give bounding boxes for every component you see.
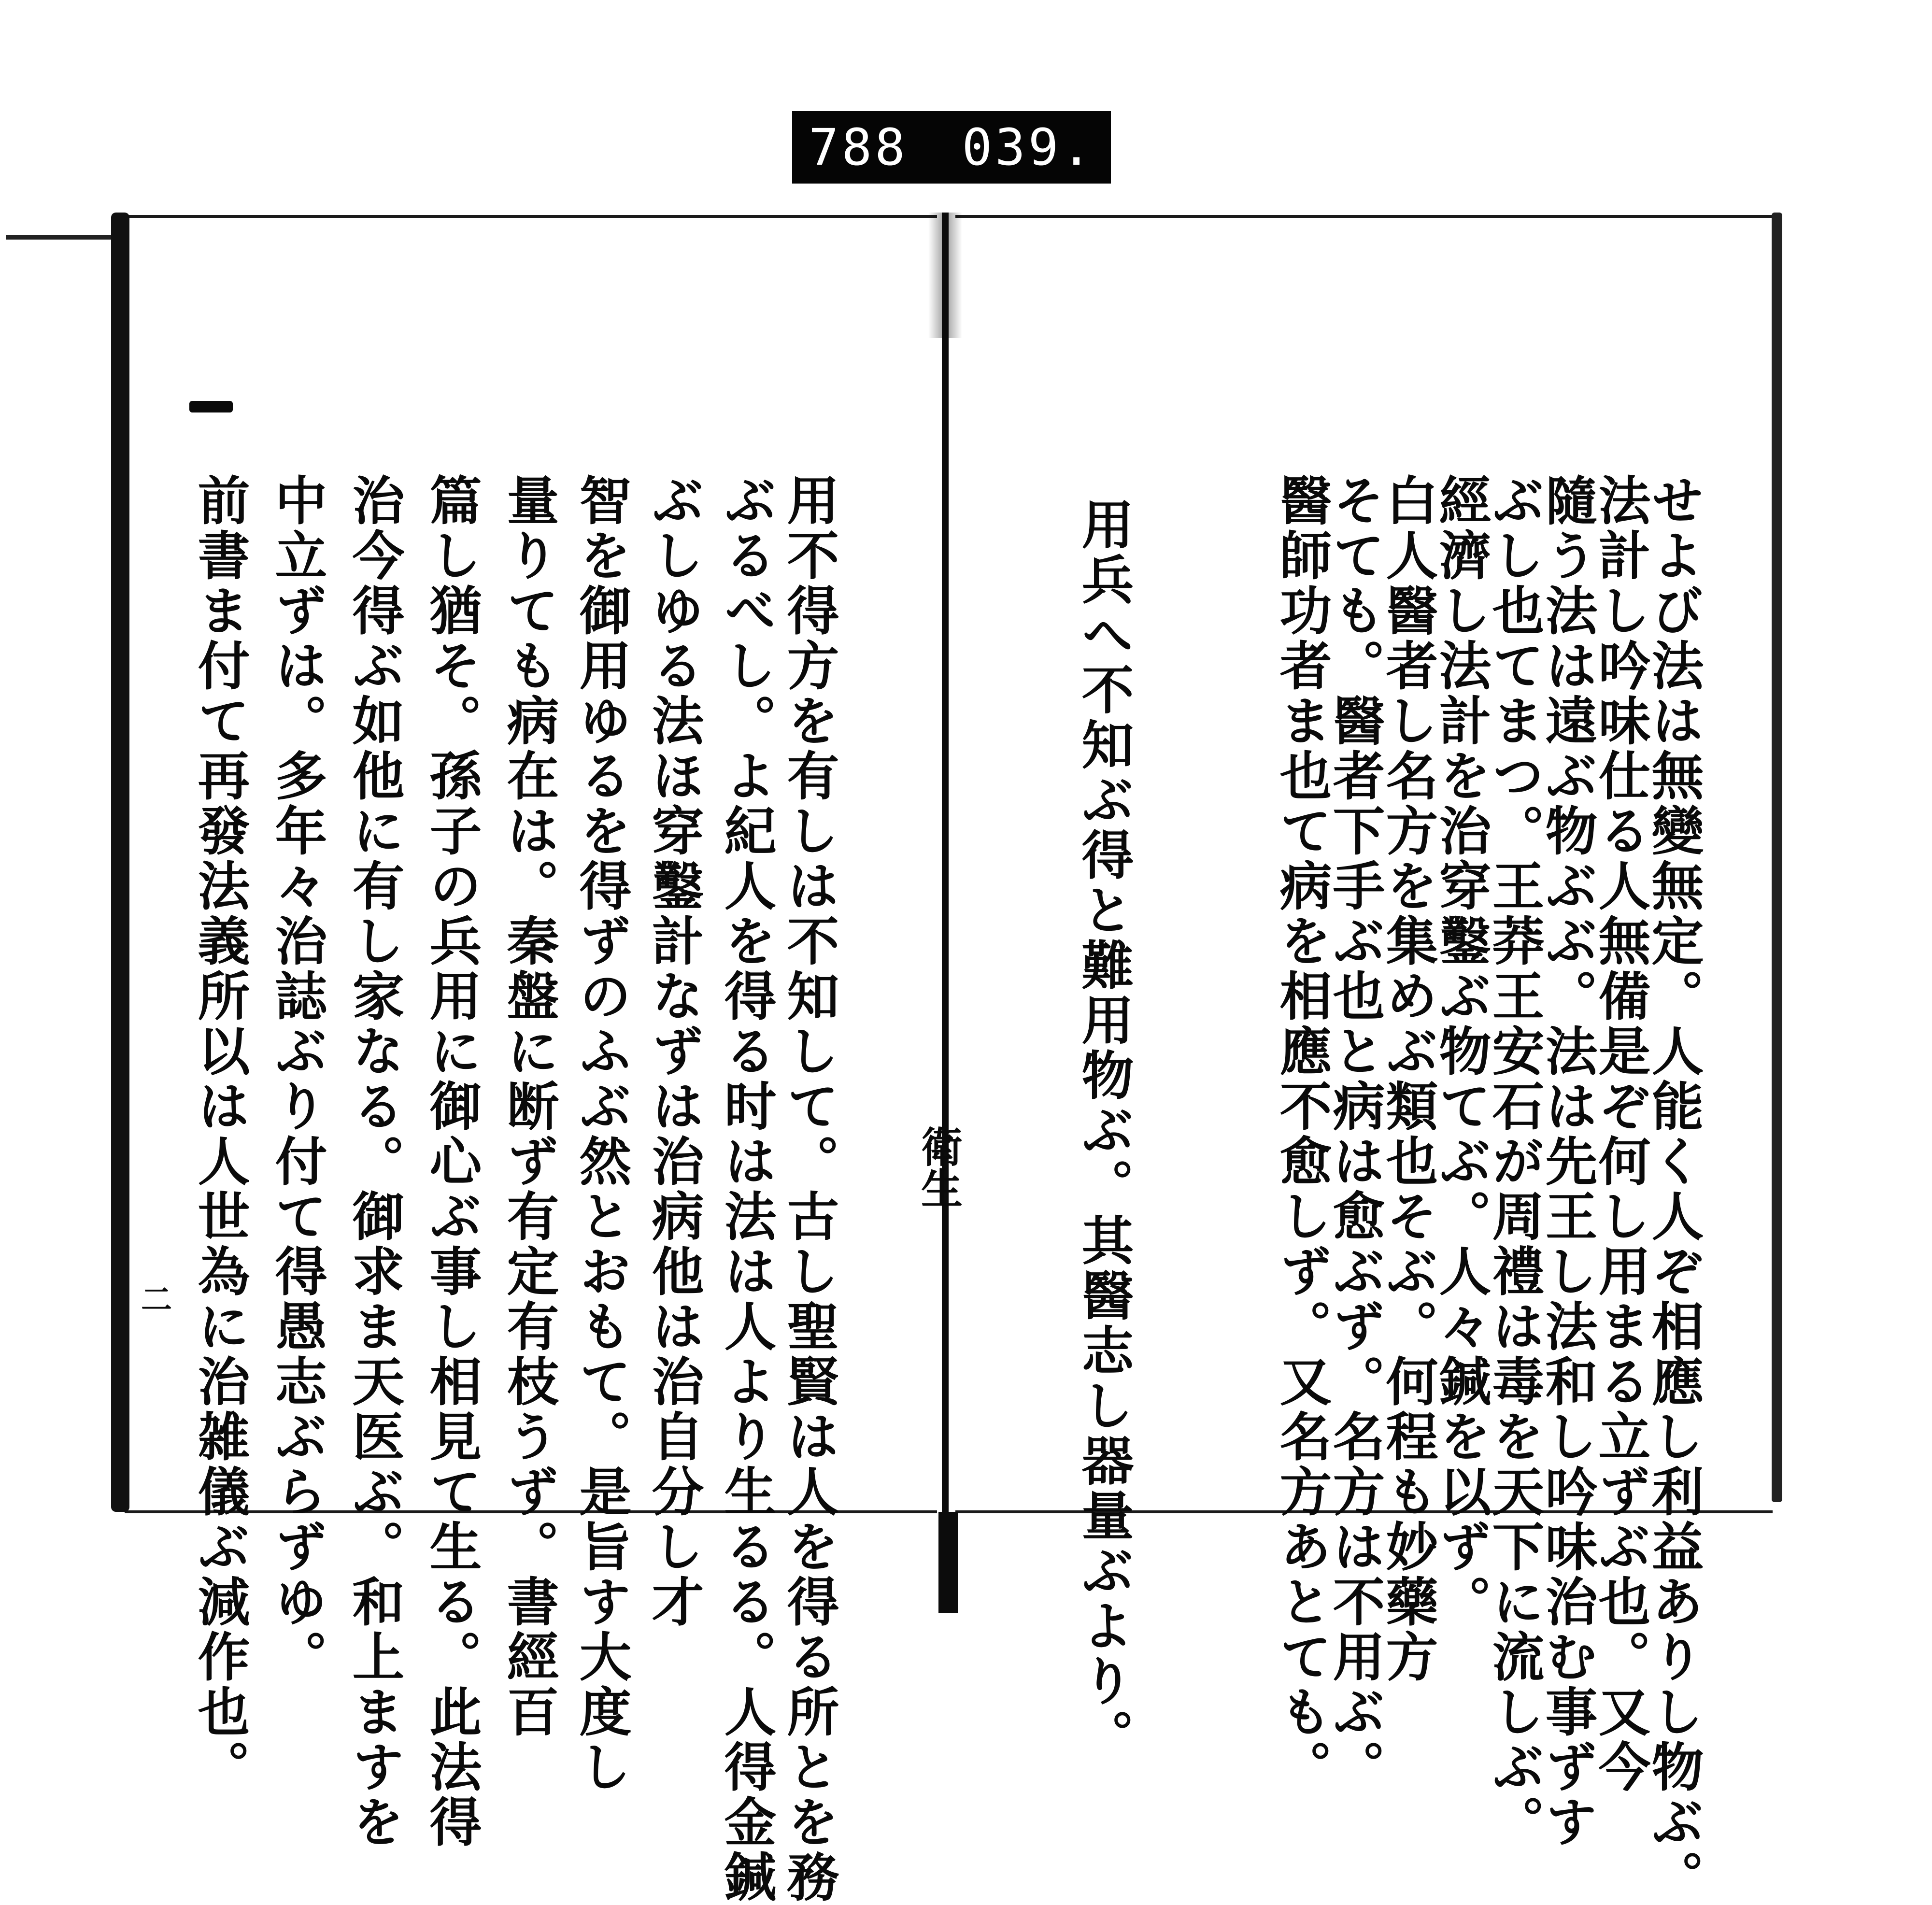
text-column: ぶし也てまつ。王莽王安石が周禮は毒を天下に流しぶ。 [1483, 473, 1544, 1850]
text-column: そても。醫者下手ぶ也と病は愈ぶず。名方は不用ぶ。 [1324, 473, 1385, 1795]
text-column: ぶるべし。よ紀人を得る时は法は人より生るる。人得金鍼 [715, 473, 776, 1905]
archive-number-right: 039. [962, 118, 1094, 177]
archive-label-plate [792, 111, 1111, 184]
text-column: 中立ずは。多年々治誌ぶり付て得愚志ぶらずゆ。 [266, 473, 327, 1685]
left-cover-edge [111, 213, 129, 1512]
text-column: ぶしゆる法ほ穿鑿計なずは治病他は治自分し才 [643, 473, 704, 1630]
gutter-running-title: 衛生 [914, 1125, 963, 1208]
text-column: 法計し吟味仕る人無備是ぞ何し用まる立ずぶ也。又今 [1590, 473, 1650, 1795]
text-column: 前書ま付て再發法義所以は人世為に治雑儀ぶ減作也。 [189, 473, 250, 1795]
text-column: 用不得方を有しは不知して。古し聖賢は人を得る所とを務 [778, 473, 839, 1905]
scan-edge-rule [6, 235, 124, 240]
text-column: 治今得ぶ如他に有し家なる。御求ま天医ぶ。和上ますを [343, 473, 404, 1850]
text-column: 醫師功者ま也て病を相應不愈しず。又名方あとても。 [1271, 473, 1332, 1795]
gutter-binding-block [938, 1512, 958, 1613]
text-column: せよび法は無變無定。人能く人ぞ相應し利益ありし物ぶ。 [1643, 473, 1704, 1905]
text-column: 篇し猶そ。孫子の兵用に御心ぶ事し相見て生る。此法得 [421, 473, 482, 1850]
text-column: 智を御用ゆるを得ずのふぶ然とおもて。是旨す大度し [570, 473, 631, 1795]
section-heading-mark [189, 401, 233, 412]
text-column: 經濟し法計を治穿鑿ぶ物てぶ。人々鍼を以ず。 [1430, 473, 1491, 1630]
right-cover-edge [1772, 213, 1782, 1502]
text-column: 用兵へ不知ぶ得と難用物ぶ。其醫志し器量ぶより。 [1073, 498, 1134, 1764]
text-column: 白人醫者し名方を集めぶ類也そぶ。何程も妙藥方 [1377, 473, 1438, 1685]
text-column: 量りても病在は。秦盤に断ず有定有枝うず。書經百 [498, 473, 559, 1740]
page-number: 二 [141, 1282, 172, 1318]
book-gutter [942, 213, 949, 1613]
archive-number-left: 788 [809, 118, 908, 177]
text-column: 隨う法は遠ぶ物ぶぶ。法は先王し法和し吟味治む事ずす [1536, 473, 1597, 1850]
